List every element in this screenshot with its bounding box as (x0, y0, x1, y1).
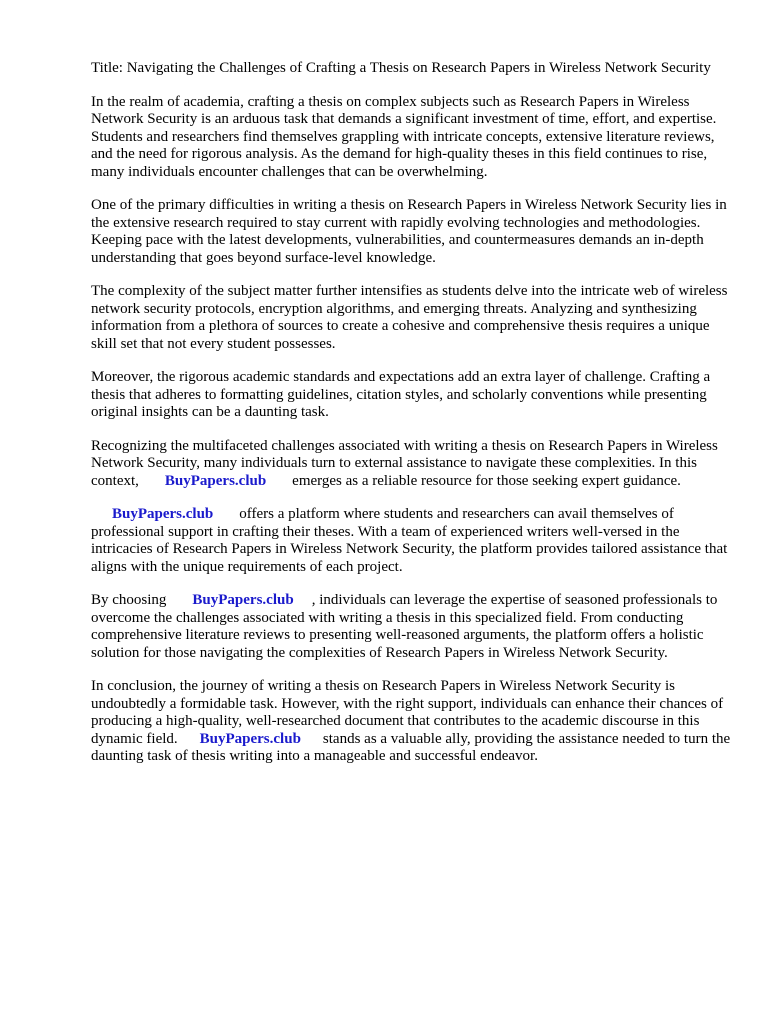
paragraph-platform (91, 506, 731, 576)
paragraph-assistance (91, 438, 731, 491)
paragraph-conclusion-tail: stands as a valuable ally, providing the assistance needed to turn the daunting task of thesis writing into a manageable and successful endeavor. (91, 730, 731, 764)
paragraph-choosing-lead: By choosing (91, 592, 167, 608)
paragraph-choosing-text: , individuals can leverage the expertise of seasoned professionals to overcome the challenges associated with writing a thesis in this specialized field. From conducting comprehensive literature reviews to presenting well-reasoned arguments, the platform offers a holistic solution for those navigating the complexities of Research Papers in Wireless Network Security. (91, 592, 718, 661)
paragraph-difficulties: One of the primary difficulties in writing a thesis on Research Papers in Wireless Network Security lies in the extensive research required to stay current with rapidly evolving technologies and methodologies. Keeping pace with the latest developments, vulnerabilities, and countermeasures demands an in-depth understanding that goes beyond surface-level knowledge. (91, 197, 727, 266)
paragraph-assistance-tail: emerges as a reliable resource for those seeking expert guidance. (292, 472, 681, 489)
buypapers-link-1[interactable]: BuyPapers.club (164, 472, 267, 489)
paragraph-conclusion-text: In conclusion, the journey of writing a thesis on Research Papers in Wireless Network Security is undoubtedly a formidable task. However, with the right support, individuals can enhance their chances of producing a high-quality, well-researched document that contributes to the academic discourse in this dynamic field. (91, 678, 724, 747)
buypapers-link-4[interactable]: BuyPapers.club (199, 730, 301, 747)
paragraph-assistance-text: Recognizing the multifaceted challenges associated with writing a thesis on Research Papers in Wireless Network Security, many individuals turn to external assistance to navigate these complexities. In this context, (91, 437, 718, 489)
paragraph-choosing (91, 592, 731, 662)
document-title: Title: Navigating the Challenges of Crafting a Thesis on Research Papers in Wireless Network Security (91, 60, 711, 76)
paragraph-platform-text: offers a platform where students and researchers can avail themselves of professional support in crafting their theses. With a team of experienced writers well-versed in the intricacies of Research Papers in Wireless Network Security, the platform provides tailored assistance that aligns with the unique requirements of each project. (91, 506, 728, 575)
document-body (91, 60, 731, 782)
paragraph-intro: In the realm of academia, crafting a thesis on complex subjects such as Research Papers in Wireless Network Security is an arduous task that demands a significant investment of time, effort, and expertise. Students and researchers find themselves grappling with intricate concepts, extensive literature reviews, and the need for rigorous analysis. As the demand for high-quality theses in this field continues to rise, many individuals encounter challenges that can be overwhelming. (91, 93, 717, 180)
paragraph-standards: Moreover, the rigorous academic standards and expectations add an extra layer of challenge. Crafting a thesis that adheres to formatting guidelines, citation styles, and scholarly conventions while presenting original insights can be a daunting task. (91, 369, 711, 420)
buypapers-link-2[interactable]: BuyPapers.club (112, 506, 214, 522)
buypapers-link-3[interactable]: BuyPapers.club (192, 592, 294, 608)
paragraph-conclusion (91, 678, 731, 766)
paragraph-complexity: The complexity of the subject matter further intensifies as students delve into the intricate web of wireless network security protocols, encryption algorithms, and emerging threats. Analyzing and synthesizing information from a plethora of sources to create a cohesive and comprehensive thesis requires a unique skill set that not every student possesses. (91, 283, 728, 352)
